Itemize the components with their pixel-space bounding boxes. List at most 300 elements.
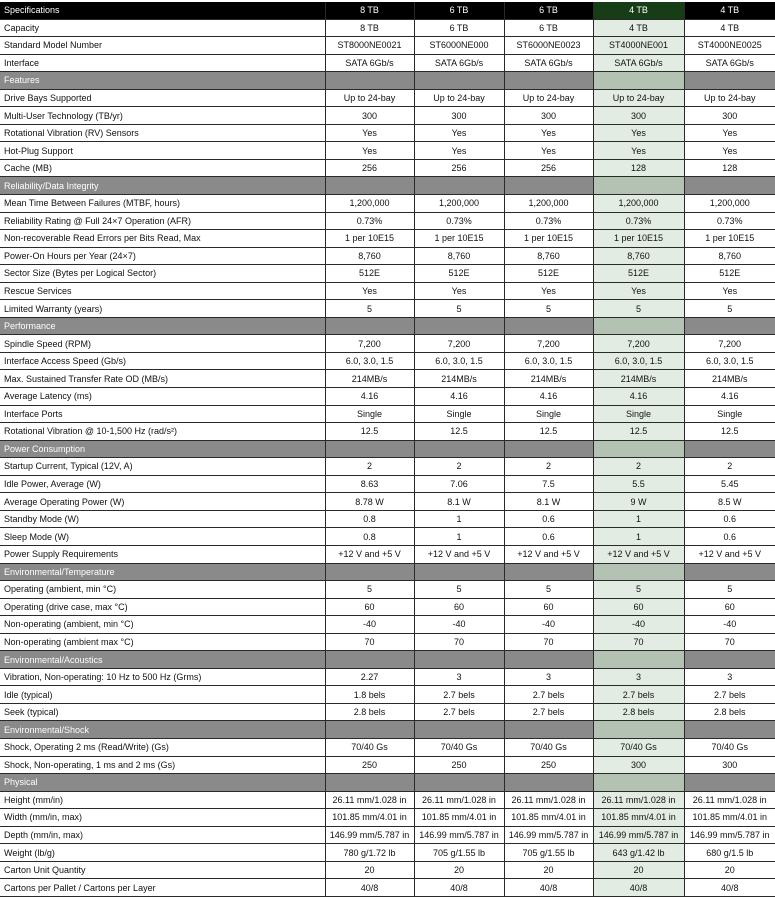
value-cell: 9 W xyxy=(593,493,684,511)
value-cell: 40/8 xyxy=(414,879,504,897)
section-title: Environmental/Temperature xyxy=(0,563,325,581)
value-cell: +12 V and +5 V xyxy=(684,545,775,563)
value-cell: -40 xyxy=(325,616,414,634)
value-cell: 60 xyxy=(684,598,775,616)
value-cell: 0.8 xyxy=(325,510,414,528)
value-cell: Single xyxy=(684,405,775,423)
value-cell: 300 xyxy=(504,107,593,125)
table-row xyxy=(0,37,775,55)
section-spacer-cell xyxy=(684,563,775,581)
table-row xyxy=(0,352,775,370)
table-row xyxy=(0,545,775,563)
table-row xyxy=(0,405,775,423)
column-header-cell: 4 TB xyxy=(593,2,684,19)
value-cell: ST6000NE000 xyxy=(414,37,504,55)
value-cell: Yes xyxy=(593,142,684,160)
value-cell: 4 TB xyxy=(684,19,775,37)
section-spacer-cell xyxy=(593,651,684,669)
value-cell: 300 xyxy=(684,756,775,774)
value-cell: 8,760 xyxy=(414,247,504,265)
value-cell: Yes xyxy=(593,124,684,142)
value-cell: 20 xyxy=(504,861,593,879)
section-spacer-cell xyxy=(593,440,684,458)
value-cell: Yes xyxy=(684,142,775,160)
table-row xyxy=(0,826,775,844)
value-cell: 26.11 mm/1.028 in xyxy=(325,791,414,809)
value-cell: 5 xyxy=(593,581,684,599)
value-cell: 8 TB xyxy=(325,19,414,37)
table-row xyxy=(0,686,775,704)
value-cell: 12.5 xyxy=(504,423,593,441)
value-cell: 2 xyxy=(325,458,414,476)
row-label: Multi-User Technology (TB/yr) xyxy=(0,107,325,125)
value-cell: 12.5 xyxy=(684,423,775,441)
value-cell: 214MB/s xyxy=(504,370,593,388)
value-cell: +12 V and +5 V xyxy=(414,545,504,563)
row-label: Spindle Speed (RPM) xyxy=(0,335,325,353)
value-cell: 146.99 mm/5.787 in xyxy=(325,826,414,844)
section-title: Physical xyxy=(0,774,325,792)
table-row xyxy=(0,581,775,599)
section-spacer-cell xyxy=(684,774,775,792)
value-cell: 1,200,000 xyxy=(414,195,504,213)
value-cell: 1 per 10E15 xyxy=(325,230,414,248)
value-cell: 2.8 bels xyxy=(593,703,684,721)
row-label: Rotational Vibration @ 10-1,500 Hz (rad/s²) xyxy=(0,423,325,441)
row-label: Non-recoverable Read Errors per Bits Read, Max xyxy=(0,230,325,248)
column-header-cell: 6 TB xyxy=(504,2,593,19)
value-cell: 40/8 xyxy=(504,879,593,897)
value-cell: 1 xyxy=(593,510,684,528)
value-cell: Single xyxy=(414,405,504,423)
value-cell: 300 xyxy=(684,107,775,125)
value-cell: 4.16 xyxy=(593,388,684,406)
value-cell: 4 TB xyxy=(593,19,684,37)
value-cell: 7,200 xyxy=(684,335,775,353)
value-cell: ST8000NE0021 xyxy=(325,37,414,55)
section-spacer-cell xyxy=(504,440,593,458)
row-label: Power-On Hours per Year (24×7) xyxy=(0,247,325,265)
row-label: Shock, Operating 2 ms (Read/Write) (Gs) xyxy=(0,738,325,756)
section-header-row xyxy=(0,774,775,792)
table-row xyxy=(0,809,775,827)
value-cell: 101.85 mm/4.01 in xyxy=(414,809,504,827)
section-spacer-cell xyxy=(414,177,504,195)
row-label: Vibration, Non-operating: 10 Hz to 500 Hz (Grms) xyxy=(0,668,325,686)
value-cell: 2 xyxy=(414,458,504,476)
value-cell: Up to 24-bay xyxy=(414,89,504,107)
value-cell: Single xyxy=(325,405,414,423)
value-cell: SATA 6Gb/s xyxy=(684,54,775,72)
section-header-row xyxy=(0,440,775,458)
value-cell: 705 g/1.55 lb xyxy=(504,844,593,862)
column-header-cell: 8 TB xyxy=(325,2,414,19)
value-cell: 250 xyxy=(325,756,414,774)
value-cell: 7,200 xyxy=(593,335,684,353)
section-spacer-cell xyxy=(593,774,684,792)
value-cell: 300 xyxy=(325,107,414,125)
value-cell: 4.16 xyxy=(504,388,593,406)
table-row xyxy=(0,388,775,406)
value-cell: 5 xyxy=(414,581,504,599)
value-cell: 60 xyxy=(414,598,504,616)
table-row xyxy=(0,598,775,616)
value-cell: Up to 24-bay xyxy=(593,89,684,107)
table-row xyxy=(0,19,775,37)
value-cell: 256 xyxy=(414,159,504,177)
value-cell: 0.73% xyxy=(593,212,684,230)
value-cell: 70 xyxy=(593,633,684,651)
section-header-row xyxy=(0,651,775,669)
table-row xyxy=(0,879,775,897)
value-cell: 1 xyxy=(414,528,504,546)
value-cell: 6 TB xyxy=(414,19,504,37)
value-cell: 2 xyxy=(593,458,684,476)
value-cell: 300 xyxy=(593,756,684,774)
section-spacer-cell xyxy=(414,563,504,581)
table-row xyxy=(0,616,775,634)
value-cell: 4.16 xyxy=(414,388,504,406)
row-label: Cartons per Pallet / Cartons per Layer xyxy=(0,879,325,897)
value-cell: 214MB/s xyxy=(684,370,775,388)
table-row xyxy=(0,335,775,353)
section-spacer-cell xyxy=(325,72,414,90)
value-cell: 0.6 xyxy=(504,510,593,528)
row-label: Standby Mode (W) xyxy=(0,510,325,528)
row-label: Reliability Rating @ Full 24×7 Operation (AFR) xyxy=(0,212,325,230)
row-label: Drive Bays Supported xyxy=(0,89,325,107)
section-spacer-cell xyxy=(504,563,593,581)
value-cell: 5 xyxy=(684,300,775,318)
section-spacer-cell xyxy=(414,440,504,458)
value-cell: 2.27 xyxy=(325,668,414,686)
section-title: Environmental/Shock xyxy=(0,721,325,739)
value-cell: 70/40 Gs xyxy=(593,738,684,756)
value-cell: -40 xyxy=(593,616,684,634)
section-spacer-cell xyxy=(325,721,414,739)
value-cell: SATA 6Gb/s xyxy=(593,54,684,72)
value-cell: Yes xyxy=(684,282,775,300)
section-header-row xyxy=(0,177,775,195)
table-row xyxy=(0,703,775,721)
value-cell: 6 TB xyxy=(504,19,593,37)
table-row xyxy=(0,844,775,862)
table-row xyxy=(0,265,775,283)
table-row xyxy=(0,493,775,511)
table-row xyxy=(0,247,775,265)
value-cell: 0.73% xyxy=(684,212,775,230)
section-title: Power Consumption xyxy=(0,440,325,458)
value-cell: +12 V and +5 V xyxy=(593,545,684,563)
table-row xyxy=(0,423,775,441)
value-cell: 5 xyxy=(325,581,414,599)
value-cell: 128 xyxy=(593,159,684,177)
section-spacer-cell xyxy=(684,177,775,195)
value-cell: 70 xyxy=(325,633,414,651)
section-spacer-cell xyxy=(325,177,414,195)
section-spacer-cell xyxy=(325,317,414,335)
row-label: Average Latency (ms) xyxy=(0,388,325,406)
value-cell: Yes xyxy=(414,124,504,142)
value-cell: 2 xyxy=(504,458,593,476)
value-cell: 1,200,000 xyxy=(593,195,684,213)
value-cell: 512E xyxy=(504,265,593,283)
table-row xyxy=(0,633,775,651)
value-cell: 8.1 W xyxy=(414,493,504,511)
row-label: Operating (ambient, min °C) xyxy=(0,581,325,599)
row-label: Average Operating Power (W) xyxy=(0,493,325,511)
value-cell: Yes xyxy=(414,282,504,300)
value-cell: 512E xyxy=(414,265,504,283)
value-cell: -40 xyxy=(414,616,504,634)
value-cell: 5 xyxy=(684,581,775,599)
value-cell: +12 V and +5 V xyxy=(325,545,414,563)
value-cell: 256 xyxy=(504,159,593,177)
value-cell: 6.0, 3.0, 1.5 xyxy=(684,352,775,370)
section-spacer-cell xyxy=(504,177,593,195)
value-cell: 3 xyxy=(414,668,504,686)
section-header-row xyxy=(0,563,775,581)
value-cell: 60 xyxy=(504,598,593,616)
value-cell: Up to 24-bay xyxy=(504,89,593,107)
value-cell: 8.5 W xyxy=(684,493,775,511)
value-cell: 214MB/s xyxy=(325,370,414,388)
value-cell: 8,760 xyxy=(684,247,775,265)
value-cell: Yes xyxy=(593,282,684,300)
table-row xyxy=(0,230,775,248)
row-label: Shock, Non-operating, 1 ms and 2 ms (Gs) xyxy=(0,756,325,774)
value-cell: 7.06 xyxy=(414,475,504,493)
table-row xyxy=(0,528,775,546)
section-spacer-cell xyxy=(414,721,504,739)
value-cell: 6.0, 3.0, 1.5 xyxy=(504,352,593,370)
value-cell: 12.5 xyxy=(593,423,684,441)
value-cell: 300 xyxy=(593,107,684,125)
value-cell: Up to 24-bay xyxy=(684,89,775,107)
section-spacer-cell xyxy=(325,774,414,792)
value-cell: 40/8 xyxy=(325,879,414,897)
value-cell: 2.8 bels xyxy=(684,703,775,721)
value-cell: 70 xyxy=(504,633,593,651)
table-row xyxy=(0,756,775,774)
value-cell: 8.1 W xyxy=(504,493,593,511)
row-label: Interface Access Speed (Gb/s) xyxy=(0,352,325,370)
table-row xyxy=(0,107,775,125)
table-row xyxy=(0,300,775,318)
table-header-row xyxy=(0,2,775,19)
value-cell: 20 xyxy=(684,861,775,879)
value-cell: 0.8 xyxy=(325,528,414,546)
value-cell: Yes xyxy=(325,124,414,142)
value-cell: 1,200,000 xyxy=(684,195,775,213)
value-cell: 6.0, 3.0, 1.5 xyxy=(593,352,684,370)
value-cell: 1 per 10E15 xyxy=(504,230,593,248)
value-cell: -40 xyxy=(504,616,593,634)
value-cell: 250 xyxy=(414,756,504,774)
value-cell: Single xyxy=(593,405,684,423)
value-cell: Yes xyxy=(325,282,414,300)
table-row xyxy=(0,195,775,213)
section-spacer-cell xyxy=(414,72,504,90)
row-label: Interface Ports xyxy=(0,405,325,423)
value-cell: 0.73% xyxy=(504,212,593,230)
value-cell: 7,200 xyxy=(414,335,504,353)
value-cell: 214MB/s xyxy=(593,370,684,388)
value-cell: 705 g/1.55 lb xyxy=(414,844,504,862)
table-row xyxy=(0,668,775,686)
table-row xyxy=(0,510,775,528)
value-cell: 300 xyxy=(414,107,504,125)
value-cell: 1,200,000 xyxy=(325,195,414,213)
spec-table xyxy=(0,2,775,897)
section-title: Performance xyxy=(0,317,325,335)
value-cell: 40/8 xyxy=(593,879,684,897)
value-cell: Yes xyxy=(504,142,593,160)
value-cell: 3 xyxy=(593,668,684,686)
row-label: Hot-Plug Support xyxy=(0,142,325,160)
value-cell: SATA 6Gb/s xyxy=(504,54,593,72)
value-cell: 8,760 xyxy=(325,247,414,265)
value-cell: 2.7 bels xyxy=(414,703,504,721)
section-title: Environmental/Acoustics xyxy=(0,651,325,669)
table-row xyxy=(0,159,775,177)
value-cell: 0.73% xyxy=(325,212,414,230)
value-cell: 1.8 bels xyxy=(325,686,414,704)
value-cell: Yes xyxy=(414,142,504,160)
value-cell: 70 xyxy=(414,633,504,651)
section-header-row xyxy=(0,317,775,335)
value-cell: 26.11 mm/1.028 in xyxy=(414,791,504,809)
value-cell: 5 xyxy=(504,581,593,599)
value-cell: 146.99 mm/5.787 in xyxy=(414,826,504,844)
table-row xyxy=(0,475,775,493)
value-cell: 5 xyxy=(414,300,504,318)
value-cell: 2.7 bels xyxy=(504,703,593,721)
row-label: Sleep Mode (W) xyxy=(0,528,325,546)
table-row xyxy=(0,458,775,476)
value-cell: 512E xyxy=(593,265,684,283)
value-cell: 60 xyxy=(593,598,684,616)
value-cell: 512E xyxy=(684,265,775,283)
row-label: Operating (drive case, max °C) xyxy=(0,598,325,616)
value-cell: 5.5 xyxy=(593,475,684,493)
table-row xyxy=(0,142,775,160)
value-cell: ST6000NE0023 xyxy=(504,37,593,55)
row-label: Rotational Vibration (RV) Sensors xyxy=(0,124,325,142)
value-cell: 5 xyxy=(593,300,684,318)
value-cell: 1 per 10E15 xyxy=(684,230,775,248)
section-spacer-cell xyxy=(504,721,593,739)
value-cell: Yes xyxy=(504,282,593,300)
value-cell: 70/40 Gs xyxy=(684,738,775,756)
table-row xyxy=(0,54,775,72)
column-header-cell: 4 TB xyxy=(684,2,775,19)
value-cell: 26.11 mm/1.028 in xyxy=(684,791,775,809)
value-cell: 256 xyxy=(325,159,414,177)
value-cell: 101.85 mm/4.01 in xyxy=(684,809,775,827)
value-cell: 780 g/1.72 lb xyxy=(325,844,414,862)
value-cell: 2 xyxy=(684,458,775,476)
table-row xyxy=(0,791,775,809)
section-header-row xyxy=(0,72,775,90)
table-row xyxy=(0,212,775,230)
value-cell: 6.0, 3.0, 1.5 xyxy=(414,352,504,370)
value-cell: 26.11 mm/1.028 in xyxy=(504,791,593,809)
value-cell: 8.63 xyxy=(325,475,414,493)
value-cell: 2.7 bels xyxy=(504,686,593,704)
value-cell: 214MB/s xyxy=(414,370,504,388)
value-cell: 70/40 Gs xyxy=(414,738,504,756)
row-label: Startup Current, Typical (12V, A) xyxy=(0,458,325,476)
value-cell: 101.85 mm/4.01 in xyxy=(325,809,414,827)
table-row xyxy=(0,370,775,388)
value-cell: 40/8 xyxy=(684,879,775,897)
table-row xyxy=(0,124,775,142)
value-cell: Single xyxy=(504,405,593,423)
value-cell: ST4000NE0025 xyxy=(684,37,775,55)
value-cell: 1 xyxy=(593,528,684,546)
value-cell: 250 xyxy=(504,756,593,774)
value-cell: Yes xyxy=(504,124,593,142)
value-cell: 7.5 xyxy=(504,475,593,493)
value-cell: 0.6 xyxy=(504,528,593,546)
section-header-row xyxy=(0,721,775,739)
row-label: Non-operating (ambient max °C) xyxy=(0,633,325,651)
value-cell: 4.16 xyxy=(684,388,775,406)
value-cell: 5 xyxy=(504,300,593,318)
section-spacer-cell xyxy=(414,317,504,335)
table-row xyxy=(0,89,775,107)
value-cell: 60 xyxy=(325,598,414,616)
value-cell: 3 xyxy=(504,668,593,686)
row-label: Non-operating (ambient, min °C) xyxy=(0,616,325,634)
value-cell: 101.85 mm/4.01 in xyxy=(593,809,684,827)
value-cell: 1 xyxy=(414,510,504,528)
row-label: Mean Time Between Failures (MTBF, hours) xyxy=(0,195,325,213)
value-cell: 0.6 xyxy=(684,510,775,528)
value-cell: 101.85 mm/4.01 in xyxy=(504,809,593,827)
row-label: Standard Model Number xyxy=(0,37,325,55)
section-spacer-cell xyxy=(593,721,684,739)
value-cell: 128 xyxy=(684,159,775,177)
value-cell: 2.7 bels xyxy=(414,686,504,704)
section-spacer-cell xyxy=(325,651,414,669)
table-row xyxy=(0,738,775,756)
table-row xyxy=(0,861,775,879)
row-label: Seek (typical) xyxy=(0,703,325,721)
section-spacer-cell xyxy=(504,317,593,335)
value-cell: 3 xyxy=(684,668,775,686)
value-cell: 7,200 xyxy=(325,335,414,353)
section-spacer-cell xyxy=(684,72,775,90)
value-cell: 5 xyxy=(325,300,414,318)
spec-table-body xyxy=(0,2,775,896)
row-label: Sector Size (Bytes per Logical Sector) xyxy=(0,265,325,283)
value-cell: 146.99 mm/5.787 in xyxy=(504,826,593,844)
row-label: Capacity xyxy=(0,19,325,37)
value-cell: 8.78 W xyxy=(325,493,414,511)
section-title: Reliability/Data Integrity xyxy=(0,177,325,195)
section-title: Features xyxy=(0,72,325,90)
row-label: Height (mm/in) xyxy=(0,791,325,809)
section-spacer-cell xyxy=(684,440,775,458)
section-spacer-cell xyxy=(325,563,414,581)
value-cell: +12 V and +5 V xyxy=(504,545,593,563)
section-spacer-cell xyxy=(684,651,775,669)
value-cell: Yes xyxy=(684,124,775,142)
column-header-cell: 6 TB xyxy=(414,2,504,19)
value-cell: 0.73% xyxy=(414,212,504,230)
